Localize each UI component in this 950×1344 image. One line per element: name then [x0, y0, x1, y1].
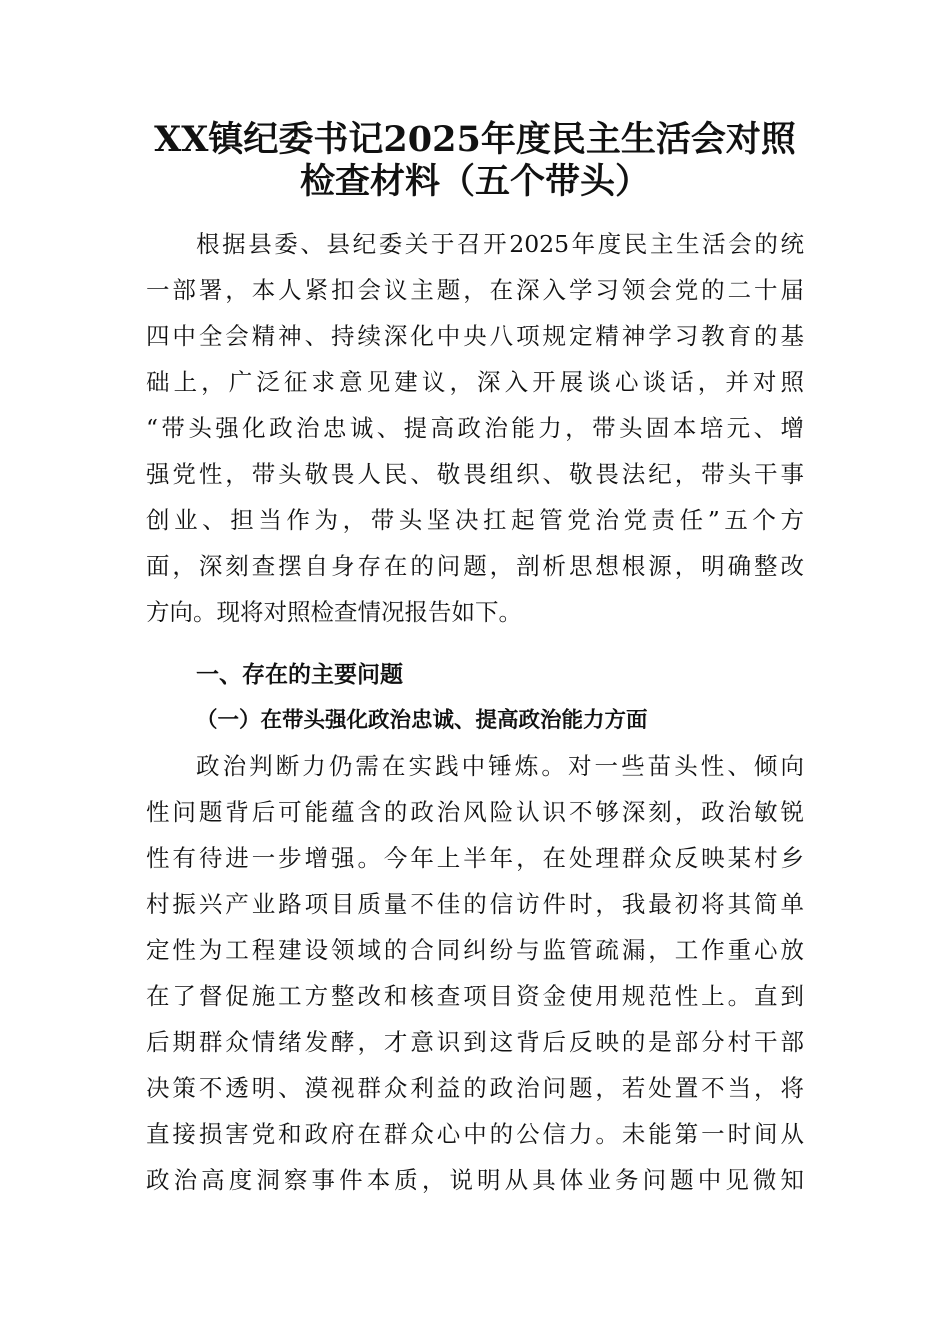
body-paragraph-line: 定性为工程建设领域的合同纠纷与监管疏漏，工作重心放	[146, 936, 804, 964]
intro-paragraph-line: 创业、担当作为，带头坚决扛起管党治党责任”五个方	[146, 506, 804, 534]
body-paragraph-line: 性有待进一步增强。今年上半年，在处理群众反映某村乡	[146, 844, 804, 872]
intro-paragraph-line: 四中全会精神、持续深化中央八项规定精神学习教育的基	[146, 322, 804, 350]
body-paragraph-line: 决策不透明、漠视群众利益的政治问题，若处置不当，将	[146, 1074, 804, 1102]
section-heading-1: 一、存在的主要问题	[196, 662, 403, 688]
body-paragraph-line: 政治判断力仍需在实践中锤炼。对一些苗头性、倾向	[196, 752, 804, 780]
intro-paragraph-line: 根据县委、县纪委关于召开2025年度民主生活会的统	[196, 230, 804, 258]
document-title-line-2: 检查材料（五个带头）	[299, 161, 650, 202]
intro-paragraph-line: 一部署，本人紧扣会议主题，在深入学习领会党的二十届	[146, 276, 804, 304]
body-paragraph-line: 性问题背后可能蕴含的政治风险认识不够深刻，政治敏锐	[146, 798, 804, 826]
intro-paragraph-line: “带头强化政治忠诚、提高政治能力，带头固本培元、增	[146, 414, 804, 442]
body-paragraph-line: 后期群众情绪发酵，才意识到这背后反映的是部分村干部	[146, 1028, 804, 1056]
body-paragraph-line: 村振兴产业路项目质量不佳的信访件时，我最初将其简单	[146, 890, 804, 918]
intro-paragraph-line: 方向。现将对照检查情况报告如下。	[146, 598, 522, 626]
body-paragraph-line: 在了督促施工方整改和核查项目资金使用规范性上。直到	[146, 982, 804, 1010]
body-paragraph-line: 政治高度洞察事件本质，说明从具体业务问题中见微知	[146, 1166, 804, 1194]
subsection-heading-1: （一）在带头强化政治忠诚、提高政治能力方面	[196, 708, 648, 733]
intro-paragraph-line: 面，深刻查摆自身存在的问题，剖析思想根源，明确整改	[146, 552, 804, 580]
intro-paragraph-line: 础上，广泛征求意见建议，深入开展谈心谈话，并对照	[146, 368, 804, 396]
document-title-line-1: XX镇纪委书记2025年度民主生活会对照	[154, 119, 796, 160]
intro-paragraph-line: 强党性，带头敬畏人民、敬畏组织、敬畏法纪，带头干事	[146, 460, 804, 488]
body-paragraph-line: 直接损害党和政府在群众心中的公信力。未能第一时间从	[146, 1120, 804, 1148]
